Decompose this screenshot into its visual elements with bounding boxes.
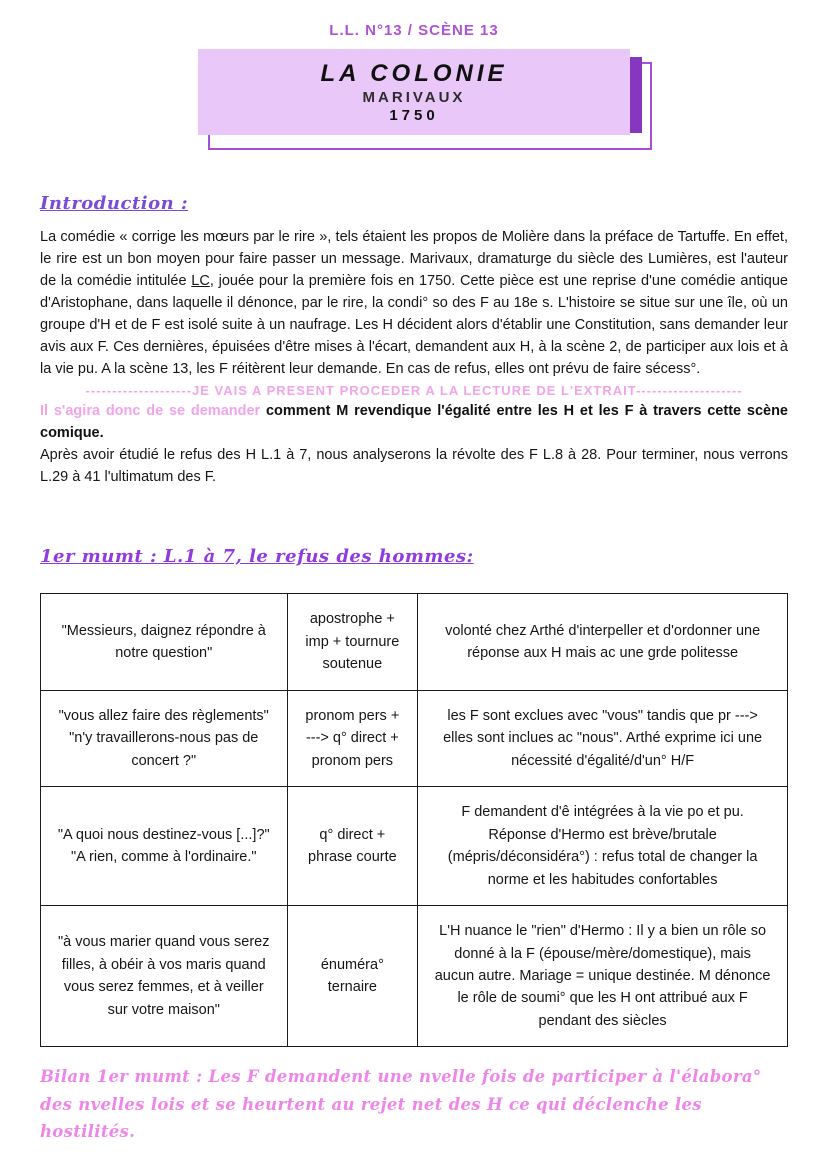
problematique-lead: Il s'agira donc de se demander [40,403,266,420]
intro-lc-abbreviation: LC [191,273,210,290]
work-author: MARIVAUX [362,89,466,106]
analysis-table [40,593,788,1047]
quote-cell: "vous allez faire des règlements" "n'y travaillerons-nous pas de concert ?" [41,690,288,786]
lecture-announcement-line: --------------------JE VAIS A PRESENT PROCEDER A LA LECTURE DE L'EXTRAIT-------------------- [85,383,743,399]
table-row [41,690,788,786]
title-shadow-bar [629,57,642,133]
analysis-cell: les F sont exclues avec "vous" tandis que pr ---> elles sont inclues ac "nous". Arthé exprime ici une nécessité d'égalité/d'un° H/F [418,690,788,786]
section1-heading: 1er mumt : L.1 à 7, le refus des hommes: [40,546,474,568]
analysis-table-body [41,594,788,1047]
procede-cell: apostrophe + imp + tournure soutenue [287,594,418,690]
problematique-question: comment M revendique l'égalité entre les H et les F à travers cette scène comique. [40,403,788,442]
table-row [41,787,788,906]
analysis-cell: F demandent d'ê intégrées à la vie po et pu. Réponse d'Hermo est brève/brutale (mépris/déconsidéra°) : refus total de changer la norme et les habitudes confortables [418,787,788,906]
page-header: L.L. N°13 / SCÈNE 13 [329,22,499,39]
quote-cell: "à vous marier quand vous serez filles, à obéir à vos maris quand vous serez femmes, et à veiller sur votre maison" [41,906,288,1047]
table-row [41,594,788,690]
work-year: 1750 [389,107,439,124]
title-fill-box [198,49,630,135]
title-box [198,49,630,135]
procede-cell: pronom pers + ---> q° direct + pronom pers [287,690,418,786]
introduction-heading: Introduction : [40,193,189,214]
intro-text-part2: , jouée pour la première fois en 1750. Cette pièce est une reprise d'une comédie antique d'Aristophane, dans laquelle il dénonce, par le rire, la condi° so des F au 18e s. L'histoire se situe sur une île, où un groupe d'H et de F est isolé suite à un naufrage. Les H décident alors d'établir une Constitution, sans demander leur avis aux F. Ces dernières, épuisées d'être mises à l'écart, demandent aux H, à la scène 2, de participer aux lois et à la vie pu. A la scène 13, les F réitèrent leur demande. En cas de refus, elles ont prévu de faire sécess°. [40,273,788,378]
quote-cell: "Messieurs, daignez répondre à notre question" [41,594,288,690]
work-title: LA COLONIE [320,60,508,87]
analysis-cell: L'H nuance le "rien" d'Hermo : Il y a bien un rôle so donné à la F (épouse/mère/domestique), mais aucun autre. Mariage = unique destinée. M dénonce le rôle de soumi° que les H ont attribué aux F pendant des siècles [418,906,788,1047]
introduction-paragraph [40,226,788,380]
procede-cell: q° direct + phrase courte [287,787,418,906]
table-row [41,906,788,1047]
plan-paragraph: Après avoir étudié le refus des H L.1 à 7, nous analyserons la révolte des F L.8 à 28. Pour terminer, nous verrons L.29 à 41 l'ultimatum des F. [40,447,788,486]
procede-cell: énuméra° ternaire [287,906,418,1047]
section1-bilan: Bilan 1er mumt : Les F demandent une nvelle fois de participer à l'élabora° des nvelles lois et se heurtent au rejet net des H ce qui déclenche les hostilités. [40,1067,762,1141]
problematique-paragraph [40,400,788,444]
quote-cell: "A quoi nous destinez-vous [...]?" "A rien, comme à l'ordinaire." [41,787,288,906]
intro-text-part1: La comédie « corrige les mœurs par le rire », tels étaient les propos de Molière dans la préface de Tartuffe. En effet, le rire est un bon moyen pour faire passer un message. Marivaux, dramaturge du siècle des Lumières, est l'auteur de la comédie intitulée [40,229,788,290]
analysis-cell: volonté chez Arthé d'interpeller et d'ordonner une réponse aux H mais ac une grde politesse [418,594,788,690]
